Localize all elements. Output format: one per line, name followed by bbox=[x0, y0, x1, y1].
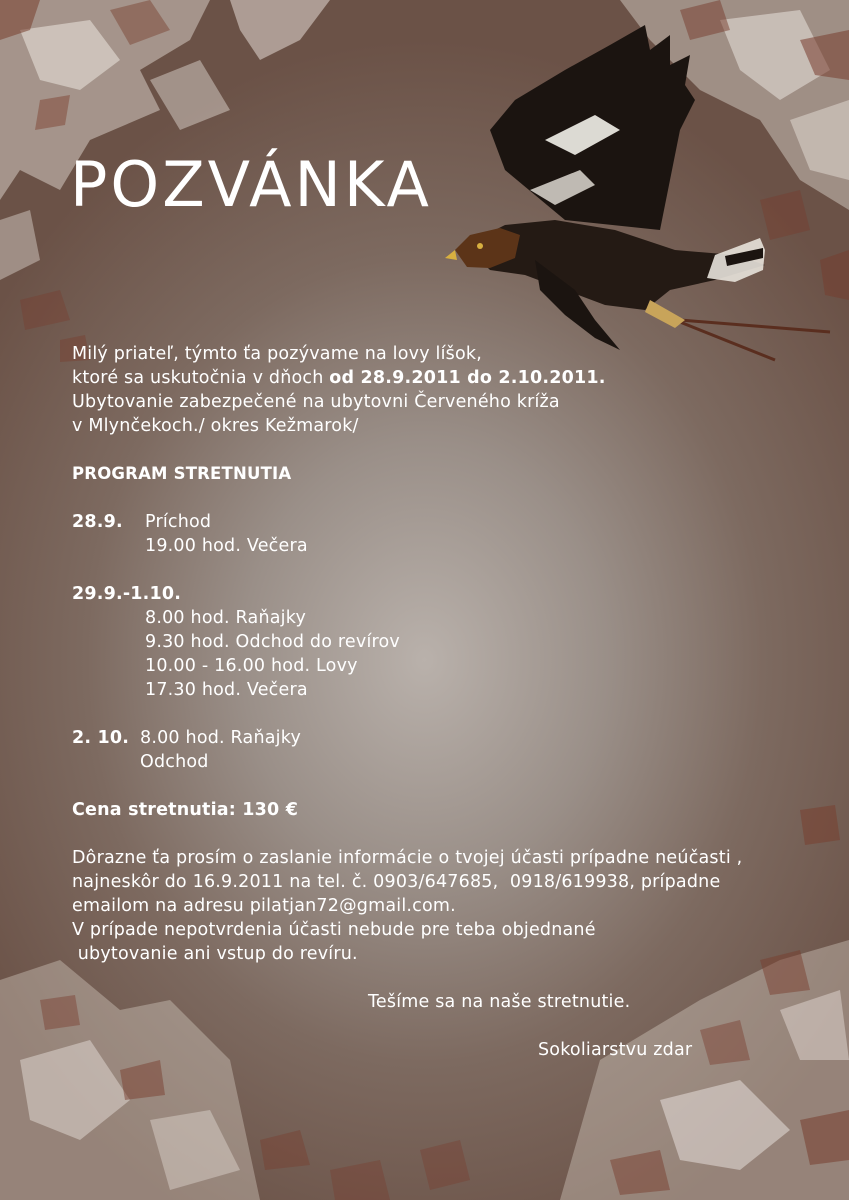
intro-dates: od 28.9.2011 do 2.10.2011. bbox=[329, 368, 606, 388]
closing-text: Tešíme sa na naše stretnutie. bbox=[368, 992, 631, 1012]
price: Cena stretnutia: 130 € bbox=[72, 800, 299, 820]
day2-date: 29.9.-1.10. bbox=[72, 584, 182, 604]
program-heading: PROGRAM STRETNUTIA bbox=[72, 464, 292, 483]
signature: Sokoliarstvu zdar bbox=[538, 1040, 693, 1060]
day2-item-2: 9.30 hod. Odchod do revírov bbox=[145, 632, 400, 652]
intro-dates-prefix: ktoré sa uskutočnia v dňoch bbox=[72, 368, 330, 388]
notice-line-3: emailom na adresu pilatjan72@gmail.com. bbox=[72, 896, 456, 916]
day1-item-1: Príchod bbox=[145, 512, 212, 532]
page-title: POZVÁNKA bbox=[70, 148, 432, 221]
intro-line-4: v Mlynčekoch./ okres Kežmarok/ bbox=[72, 416, 359, 436]
intro-line-3: Ubytovanie zabezpečené na ubytovni Červeného kríža bbox=[72, 392, 560, 412]
day3-date: 2. 10. bbox=[72, 728, 130, 748]
day2-item-3: 10.00 - 16.00 hod. Lovy bbox=[145, 656, 358, 676]
notice-line-5: ubytovanie ani vstup do revíru. bbox=[72, 944, 358, 964]
day3-item-1: 8.00 hod. Raňajky bbox=[140, 728, 302, 748]
notice-line-4: V prípade nepotvrdenia účasti nebude pre teba objednané bbox=[72, 920, 596, 940]
intro-line-1: Milý priateľ, týmto ťa pozývame na lovy líšok, bbox=[72, 344, 482, 364]
day2-item-1: 8.00 hod. Raňajky bbox=[145, 608, 307, 628]
eagle-illustration bbox=[445, 20, 840, 375]
notice-line-2: najneskôr do 16.9.2011 na tel. č. 0903/647685, 0918/619938, prípadne bbox=[72, 872, 721, 892]
intro-line-2 bbox=[72, 366, 606, 390]
day3-item-2: Odchod bbox=[140, 752, 209, 772]
notice-line-1: Dôrazne ťa prosím o zaslanie informácie o tvojej účasti prípadne neúčasti , bbox=[72, 848, 743, 868]
day1-item-2: 19.00 hod. Večera bbox=[145, 536, 308, 556]
day2-item-4: 17.30 hod. Večera bbox=[145, 680, 308, 700]
day1-date: 28.9. bbox=[72, 512, 123, 532]
